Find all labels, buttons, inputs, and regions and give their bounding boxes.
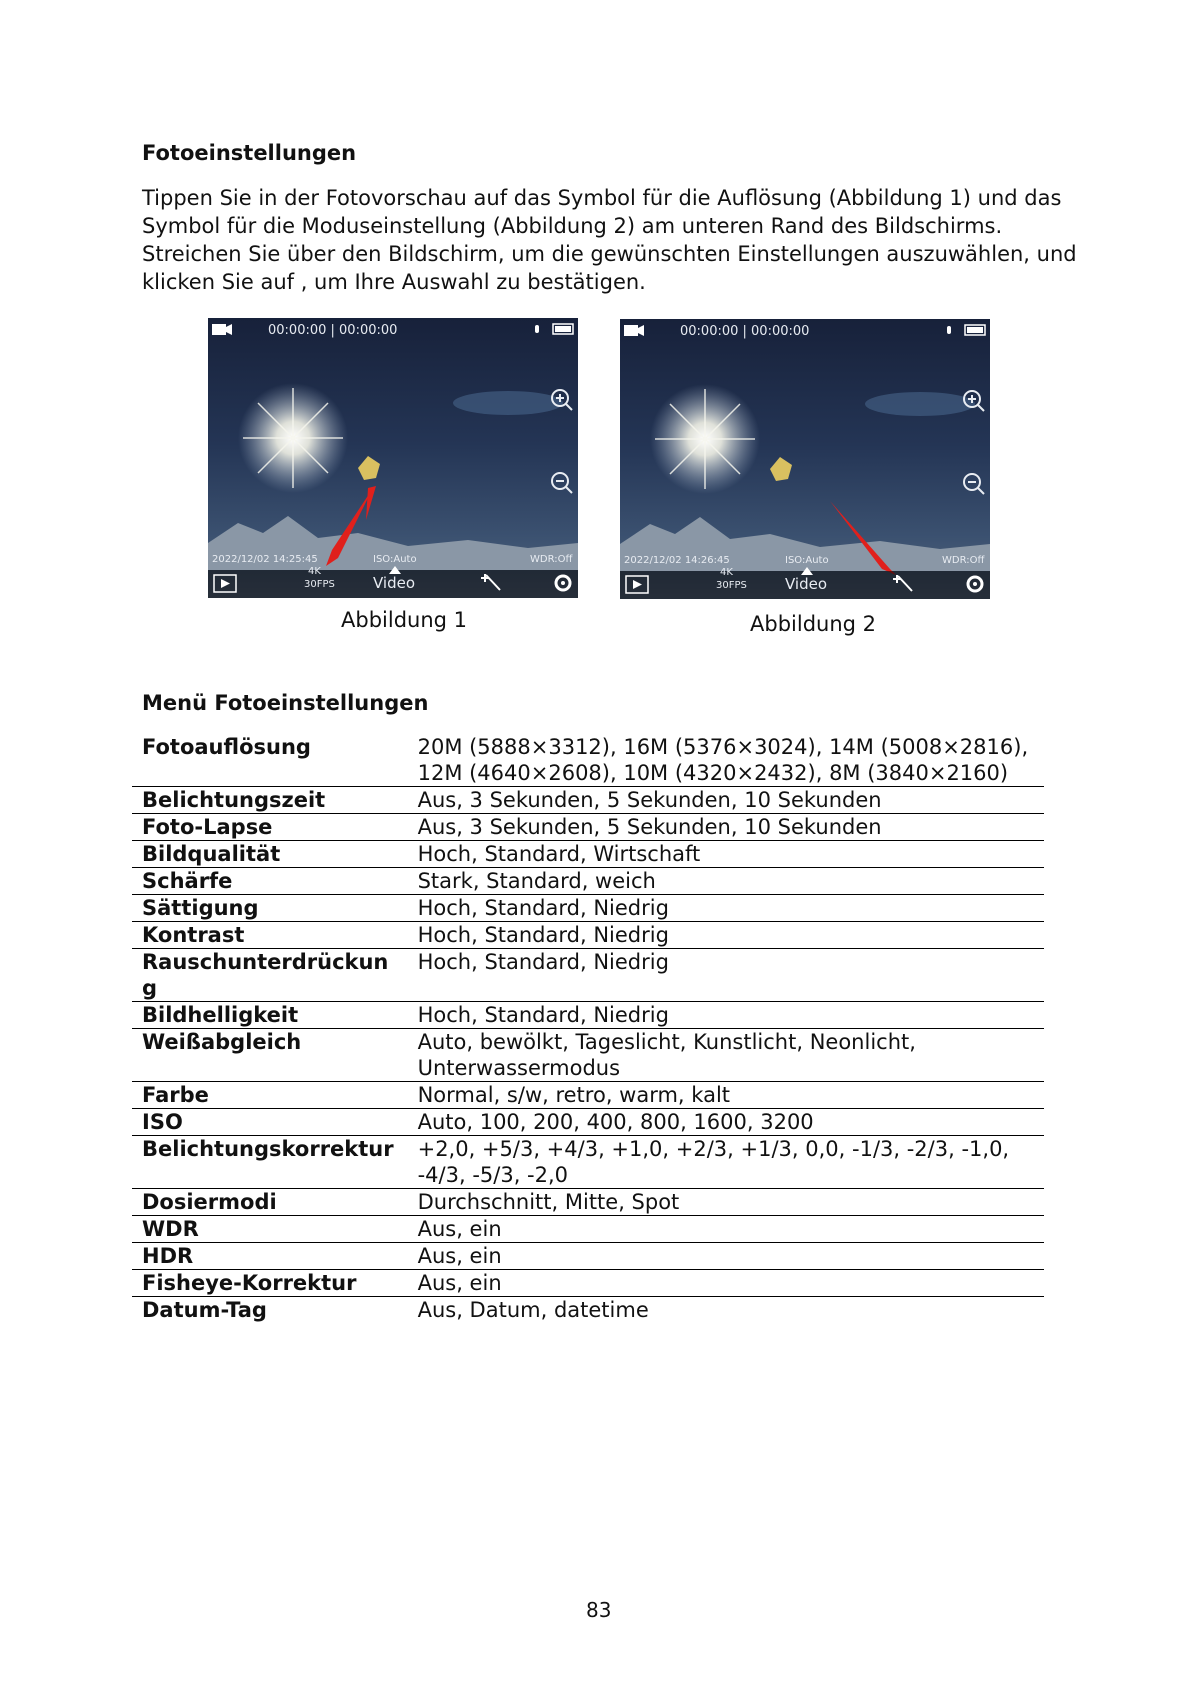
setting-value: Auto, 100, 200, 400, 800, 1600, 3200	[408, 1109, 1044, 1136]
settings-table	[132, 734, 1044, 1323]
camera-screenshot-2	[620, 319, 990, 599]
iso-status: ISO:Auto	[373, 554, 417, 565]
recording-time: 00:00:00 | 00:00:00	[680, 324, 810, 339]
intro-line: Symbol für die Moduseinstellung (Abbildung 2) am unteren Rand des Bildschirms.	[142, 214, 1003, 238]
iso-status: ISO:Auto	[785, 555, 829, 566]
setting-label: Kontrast	[132, 922, 408, 949]
timestamp: 2022/12/02 14:25:45	[212, 554, 318, 565]
intro-line: Tippen Sie in der Fotovorschau auf das Symbol für die Auflösung (Abbildung 1) und das	[142, 186, 1062, 210]
section-title: Fotoeinstellungen	[142, 141, 357, 165]
setting-value: Hoch, Standard, Niedrig	[408, 1002, 1044, 1029]
setting-value: Durchschnitt, Mitte, Spot	[408, 1189, 1044, 1216]
table-row	[132, 1002, 1044, 1029]
setting-label: Fisheye-Korrektur	[132, 1270, 408, 1297]
table-row	[132, 1136, 1044, 1189]
intro-paragraph	[142, 184, 1077, 296]
magic-wand-icon	[893, 575, 912, 591]
setting-value: 20M (5888×3312), 16M (5376×3024), 14M (5008×2816), 12M (4640×2608), 10M (4320×2432), 8M (3840×2160)	[408, 734, 1044, 787]
setting-value: Auto, bewölkt, Tageslicht, Kunstlicht, Neonlicht, Unterwassermodus	[408, 1029, 1044, 1082]
wdr-status: WDR:Off	[530, 554, 573, 565]
setting-label: Bildhelligkeit	[132, 1002, 408, 1029]
table-row	[132, 1189, 1044, 1216]
timestamp: 2022/12/02 14:26:45	[624, 555, 730, 566]
setting-label: Sättigung	[132, 895, 408, 922]
table-row	[132, 1109, 1044, 1136]
setting-label: HDR	[132, 1243, 408, 1270]
table-row	[132, 841, 1044, 868]
setting-label: ISO	[132, 1109, 408, 1136]
figure-caption: Abbildung 1	[341, 608, 468, 632]
magic-wand-icon	[481, 574, 500, 590]
setting-label: Dosiermodi	[132, 1189, 408, 1216]
setting-label: Rauschunterdrückung	[132, 949, 408, 1002]
resolution-button[interactable]: 4K	[308, 566, 321, 577]
menu-title: Menü Fotoeinstellungen	[142, 691, 429, 715]
table-row	[132, 1029, 1044, 1082]
setting-label: Belichtungskorrektur	[132, 1136, 408, 1189]
setting-label: Fotoauflösung	[132, 734, 408, 787]
setting-value: Hoch, Standard, Niedrig	[408, 949, 1044, 1002]
table-row	[132, 1082, 1044, 1109]
table-row	[132, 868, 1044, 895]
setting-value: Hoch, Standard, Niedrig	[408, 922, 1044, 949]
intro-line: Streichen Sie über den Bildschirm, um die gewünschten Einstellungen auszuwählen, und	[142, 242, 1077, 266]
wdr-status: WDR:Off	[942, 555, 985, 566]
table-row	[132, 1270, 1044, 1297]
table-row	[132, 1216, 1044, 1243]
setting-value: Hoch, Standard, Niedrig	[408, 895, 1044, 922]
mode-button[interactable]: Video	[785, 575, 828, 593]
table-row	[132, 734, 1044, 787]
setting-value: Aus, Datum, datetime	[417, 1298, 649, 1322]
intro-line: klicken Sie auf , um Ihre Auswahl zu bestätigen.	[142, 270, 646, 294]
fps-label: 30FPS	[716, 580, 747, 591]
setting-label: Bildqualität	[132, 841, 408, 868]
setting-label: Farbe	[132, 1082, 408, 1109]
camera-screenshot-1	[208, 318, 578, 598]
setting-value: +2,0, +5/3, +4/3, +1,0, +2/3, +1/3, 0,0, -1/3, -2/3, -1,0, -4/3, -5/3, -2,0	[408, 1136, 1044, 1189]
setting-label: Belichtungszeit	[132, 787, 408, 814]
setting-label: Datum-Tag	[142, 1298, 267, 1322]
setting-label: Foto-Lapse	[132, 814, 408, 841]
setting-label: Schärfe	[132, 868, 408, 895]
setting-value: Aus, ein	[408, 1243, 1044, 1270]
setting-value: Hoch, Standard, Wirtschaft	[408, 841, 1044, 868]
figure-caption: Abbildung 2	[750, 612, 877, 636]
page-number: 83	[586, 1598, 612, 1622]
setting-label: WDR	[132, 1216, 408, 1243]
table-row	[132, 814, 1044, 841]
setting-value: Stark, Standard, weich	[408, 868, 1044, 895]
table-row	[132, 922, 1044, 949]
menu-up-arrow-icon	[801, 567, 813, 575]
setting-value: Normal, s/w, retro, warm, kalt	[408, 1082, 1044, 1109]
table-row	[132, 1297, 1044, 1324]
fps-label: 30FPS	[304, 579, 335, 590]
table-row	[132, 1243, 1044, 1270]
table-row	[132, 787, 1044, 814]
setting-value: Aus, ein	[408, 1270, 1044, 1297]
table-row	[132, 949, 1044, 1002]
menu-up-arrow-icon	[389, 566, 401, 574]
recording-time: 00:00:00 | 00:00:00	[268, 323, 398, 338]
setting-value: Aus, 3 Sekunden, 5 Sekunden, 10 Sekunden	[408, 814, 1044, 841]
setting-value: Aus, 3 Sekunden, 5 Sekunden, 10 Sekunden	[408, 787, 1044, 814]
table-row	[132, 895, 1044, 922]
setting-value: Aus, ein	[408, 1216, 1044, 1243]
resolution-button[interactable]: 4K	[720, 567, 733, 578]
setting-label: Weißabgleich	[132, 1029, 408, 1082]
mode-button[interactable]: Video	[373, 574, 416, 592]
